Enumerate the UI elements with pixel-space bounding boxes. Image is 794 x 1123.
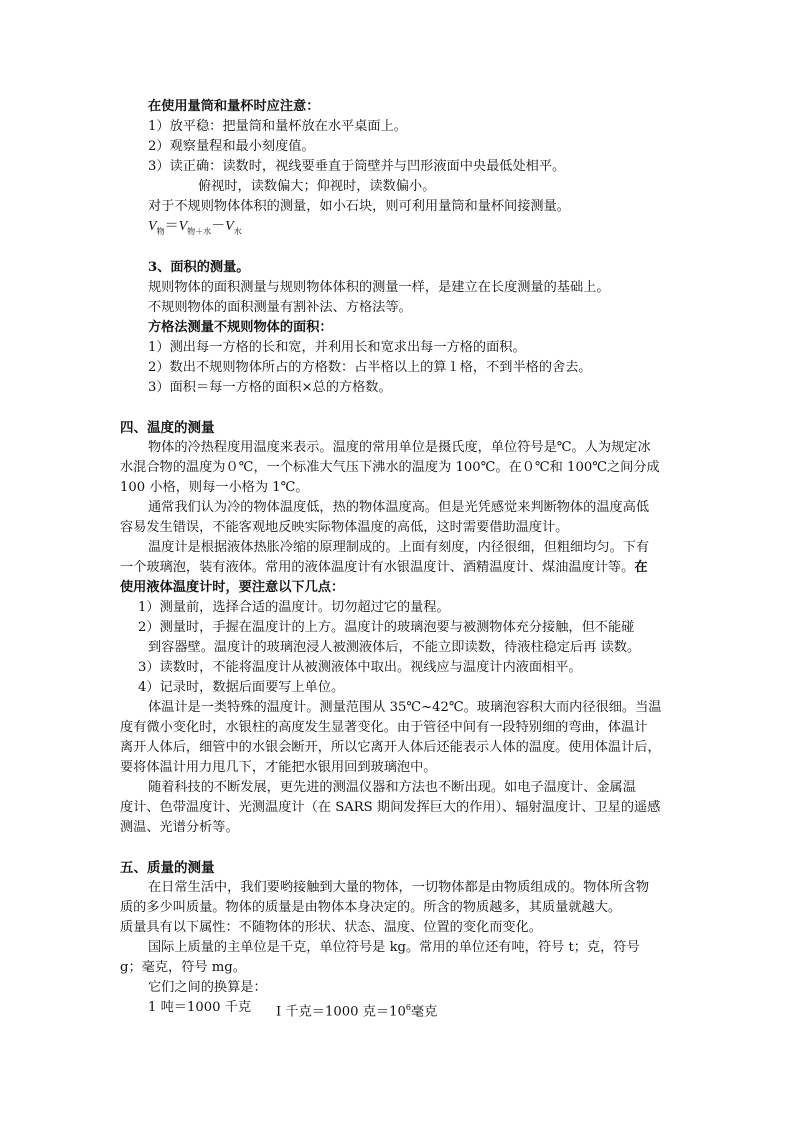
thermometer-step-4: 4）记录时，数据后面要写上单位。 xyxy=(138,680,345,695)
volume-formula: $V_物=V_{物+水}-V_水$ xyxy=(148,219,242,236)
thermometer-step-2: 2）测量时，手握在温度计的上方。温度计的玻璃泡要与被测物体充分接触，但不能碰 xyxy=(138,620,635,635)
mass-line-6: 它们之间的换算是： xyxy=(148,980,267,995)
temperature-line-5: 容易发生错误，不能客观地反映实际物体温度的高低，这时需要借助温度计。 xyxy=(120,520,569,535)
irregular-volume-note: 对于不规则物体体积的测量，如小石块，则可利用量筒和量杯间接测量。 xyxy=(148,199,570,214)
cylinder-note-1: 1）放平稳：把量筒和量杯放在水平桌面上。 xyxy=(148,119,407,134)
grid-method-step-2: 2）数出不规则物体所占的方格数：占半格以上的算１格，不到半格的舍去。 xyxy=(148,360,592,375)
thermometer-step-2b: 到容器壁。温度计的玻璃泡浸人被测液体后，不能立即读数，待液柱稳定后再 读数。 xyxy=(148,640,641,655)
temperature-line-3: 100 小格，则每一小格为 1℃。 xyxy=(120,480,309,495)
temperature-line-7: 一个玻璃泡，装有液体。常用的液体温度计有水银温度计、酒精温度计、煤油温度计等。在 xyxy=(120,560,648,575)
area-paragraph-1: 规则物体的面积测量与规则物体体积的测量一样，是建立在长度测量的基础上。 xyxy=(148,280,610,295)
grid-method-step-1: 1）测出每一方格的长和宽，并利用长和宽求出每一方格的面积。 xyxy=(148,340,526,355)
mass-line-4: 国际上质量的主单位是千克，单位符号是 kg。常用的单位还有吨，符号 t；克，符号 xyxy=(148,940,640,955)
advanced-thermometer-line-1: 随着科技的不断发展，更先进的测温仪器和方法也不断出现。如电子温度计、金属温 xyxy=(148,780,636,795)
area-section-title: 3、面积的测量。 xyxy=(148,260,250,275)
clinical-thermometer-line-4: 要将体温计用力甩几下，才能把水银用回到玻璃泡中。 xyxy=(120,760,437,775)
mass-conversion-2: I 千克＝1000 克$=10^6$毫克 xyxy=(276,1003,438,1020)
mass-line-3: 质量具有以下属性：不随物体的形状、状态、温度、位置的变化而变化。 xyxy=(120,920,542,935)
thermometer-step-1: 1）测量前，选择合适的温度计。切勿超过它的量程。 xyxy=(138,600,450,615)
temperature-line-4: 通常我们认为冷的物体温度低，热的物体温度高。但是光凭感觉来判断物体的温度高低 xyxy=(148,500,650,515)
advanced-thermometer-line-3: 测温、光谱分析等。 xyxy=(120,820,239,835)
mass-line-1: 在日常生活中，我们要哟接触到大量的物体，一切物体都是由物质组成的。物体所含物 xyxy=(148,880,650,895)
area-paragraph-2: 不规则物体的面积测量有割补法、方格法等。 xyxy=(148,300,412,315)
advanced-thermometer-line-2: 度计、色带温度计、光测温度计（在 SARS 期间发挥巨大的作用）、辐射温度计、卫星的遥感 xyxy=(120,800,661,815)
thermometer-step-3: 3）读数时，不能将温度计从被测液体中取出。视线应与温度计内液面相平。 xyxy=(138,660,582,675)
cylinder-notes-title: 在使用量筒和量杯时应注意： xyxy=(148,99,320,114)
cylinder-note-3: 3）读正确：读数时，视线要垂直于筒壁并与凹形液面中央最低处相平。 xyxy=(148,159,566,174)
clinical-thermometer-line-2: 度有微小变化时，水银柱的高度发生显著变化。由于管径中间有一段特别细的弯曲，体温计 xyxy=(120,720,648,735)
cylinder-note-3b: 俯视时，读数偏大；仰视时，读数偏小。 xyxy=(198,179,436,194)
temperature-line-2: 水混合物的温度为０℃，一个标准大气压下沸水的温度为 100℃。在０℃和 100℃之间分成 xyxy=(120,460,660,475)
cylinder-note-2: 2）观察量程和最小刻度值。 xyxy=(148,139,315,154)
mass-section-title: 五、质量的测量 xyxy=(120,860,215,876)
temperature-line-1: 物体的冷热程度用温度来表示。温度的常用单位是摄氏度，单位符号是℃。人为规定冰 xyxy=(148,440,651,455)
temperature-line-6: 温度计是根据液体热胀冷缩的原理制成的。上面有刻度，内径很细，但粗细均匀。下有 xyxy=(148,540,650,555)
grid-method-step-3: 3）面积＝每一方格的面积×总的方格数。 xyxy=(148,380,392,395)
mass-line-2: 质的多少叫质量。物体的质量是由物体本身决定的。所含的物质越多，其质量就越大。 xyxy=(120,900,622,915)
mass-line-5: g；毫克，符号 mg。 xyxy=(120,960,246,975)
grid-method-title: 方格法测量不规则物体的面积： xyxy=(148,320,333,335)
mass-conversion-1: 1 吨＝1000 千克 xyxy=(148,1000,252,1015)
clinical-thermometer-line-1: 体温计是一类特殊的温度计。测量范围从 35℃~42℃。玻璃泡容积大而内径很细。当温 xyxy=(148,700,662,715)
clinical-thermometer-line-3: 离开人体后，细管中的水银会断开，所以它离开人体后还能表示人体的温度。使用体温计后， xyxy=(120,740,661,755)
temperature-section-title: 四、温度的测量 xyxy=(120,420,215,436)
thermometer-usage-title: 使用液体温度计时，要注意以下几点： xyxy=(120,580,345,595)
